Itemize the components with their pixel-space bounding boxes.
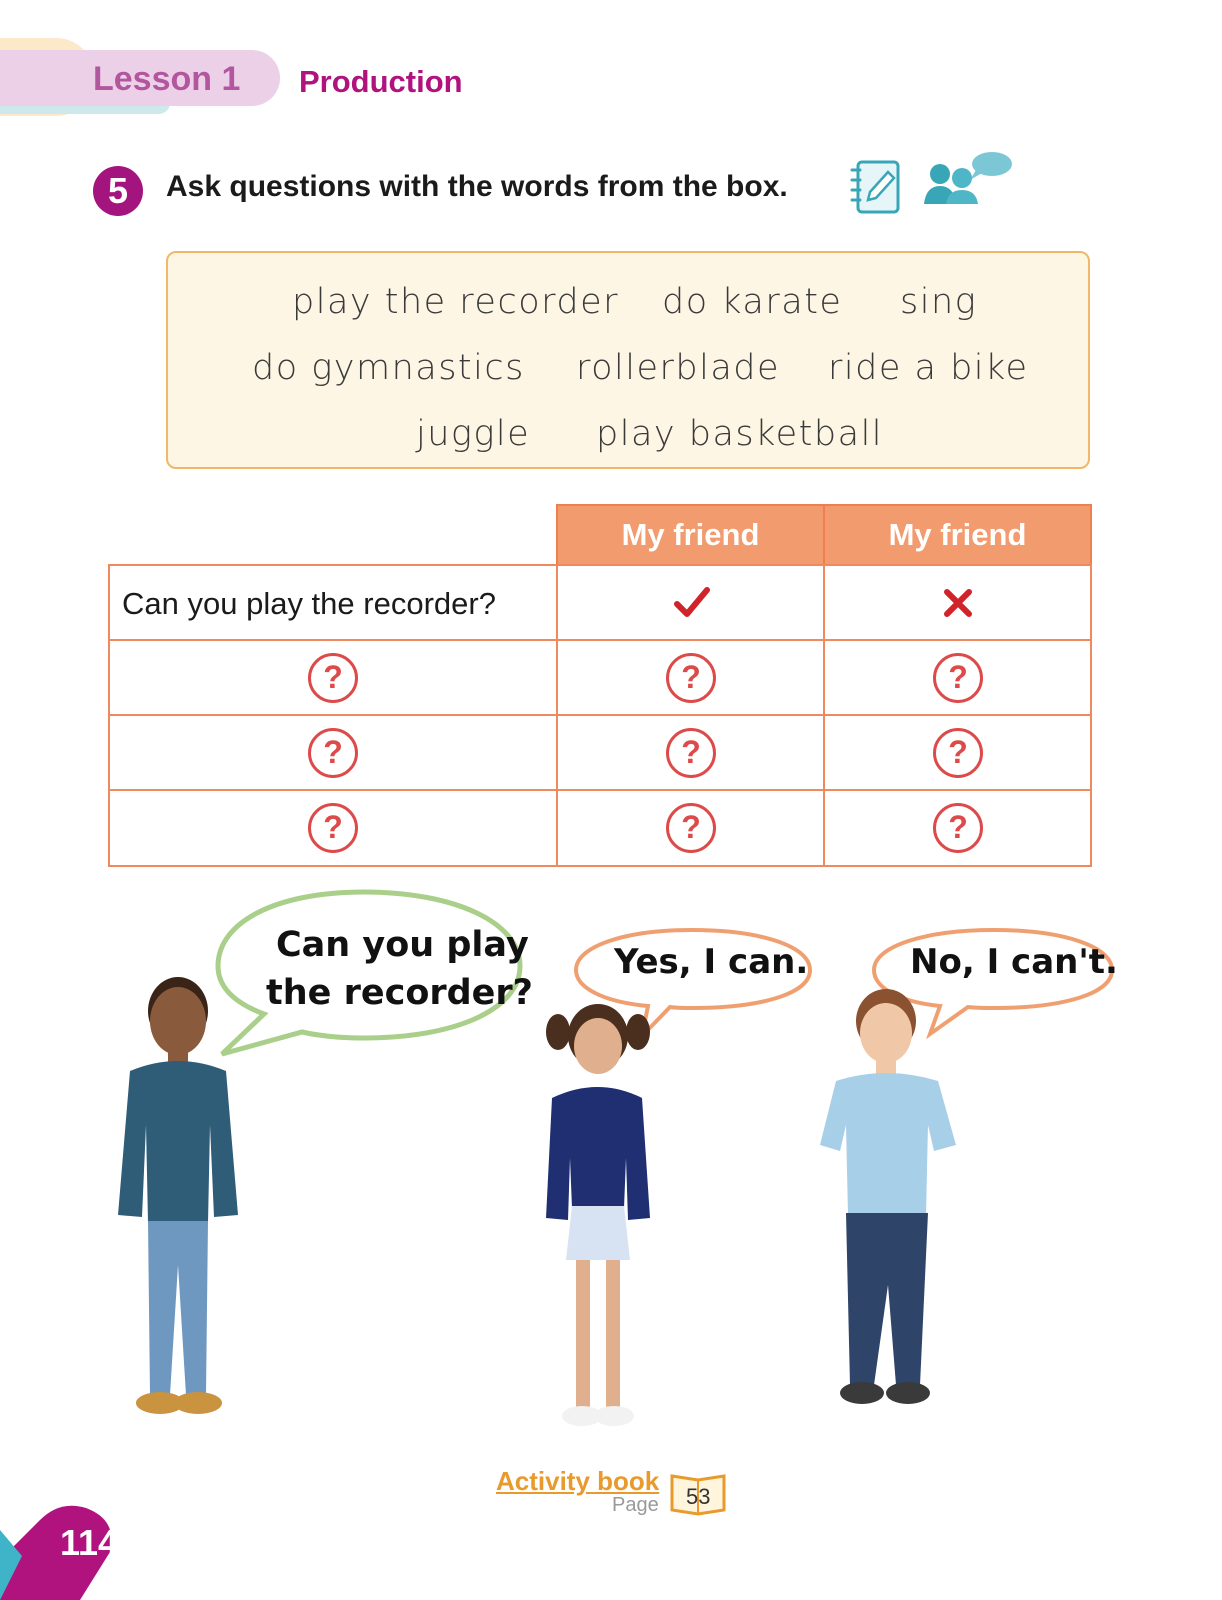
question-mark-icon: ? bbox=[933, 728, 983, 778]
question-mark-icon: ? bbox=[308, 728, 358, 778]
question-mark-icon: ? bbox=[666, 653, 716, 703]
table-header: My friend bbox=[823, 504, 1092, 566]
lesson-label: Lesson 1 bbox=[93, 60, 241, 98]
table-cell[interactable] bbox=[108, 714, 558, 791]
notebook-pencil-icon bbox=[846, 156, 906, 216]
question-mark-icon: ? bbox=[666, 728, 716, 778]
section-title: Production bbox=[299, 64, 463, 99]
boy-photo bbox=[110, 975, 260, 1435]
table-cell[interactable] bbox=[556, 714, 825, 791]
bubble-yes-text: Yes, I can. bbox=[614, 942, 809, 982]
exercise-instruction: Ask questions with the words from the box. bbox=[166, 170, 788, 203]
word-item: play the recorder bbox=[292, 282, 620, 322]
word-item: do karate bbox=[662, 282, 843, 322]
girl-photo bbox=[530, 998, 670, 1448]
question-mark-icon: ? bbox=[666, 803, 716, 853]
word-item: juggle bbox=[416, 414, 531, 454]
word-item: rollerblade bbox=[576, 348, 781, 388]
table-cell bbox=[556, 564, 825, 641]
bubble-no-text: No, I can't. bbox=[910, 942, 1118, 982]
word-item: sing bbox=[900, 282, 978, 322]
activity-book-page-label: Page bbox=[612, 1494, 659, 1516]
table-cell[interactable] bbox=[108, 789, 558, 867]
table-cell[interactable] bbox=[823, 789, 1092, 867]
bubble-question-line1: Can you play bbox=[276, 925, 529, 965]
word-item: do gymnastics bbox=[252, 348, 525, 388]
question-mark-icon: ? bbox=[308, 803, 358, 853]
boy-photo-2 bbox=[820, 985, 980, 1435]
table-header: My friend bbox=[556, 504, 825, 566]
question-mark-icon: ? bbox=[933, 653, 983, 703]
cross-icon bbox=[943, 588, 973, 618]
example-question: Can you play the recorder? bbox=[122, 586, 496, 621]
table-cell bbox=[108, 564, 558, 641]
pair-work-icon bbox=[922, 150, 1014, 216]
word-item: play basketball bbox=[596, 414, 884, 454]
question-mark-icon: ? bbox=[308, 653, 358, 703]
table-cell bbox=[823, 564, 1092, 641]
bubble-question-line2: the recorder? bbox=[266, 973, 533, 1013]
table-cell[interactable] bbox=[823, 639, 1092, 716]
question-mark-icon: ? bbox=[933, 803, 983, 853]
activity-book-page-number: 53 bbox=[686, 1484, 711, 1509]
table-cell[interactable] bbox=[556, 639, 825, 716]
exercise-number: 5 bbox=[93, 166, 143, 216]
activity-book-link[interactable]: Activity book bbox=[496, 1466, 660, 1496]
page-number: 114 bbox=[60, 1522, 119, 1563]
table-cell[interactable] bbox=[108, 639, 558, 716]
check-icon bbox=[674, 586, 710, 620]
table-cell[interactable] bbox=[823, 714, 1092, 791]
table-cell[interactable] bbox=[556, 789, 825, 867]
word-item: ride a bike bbox=[828, 348, 1029, 388]
